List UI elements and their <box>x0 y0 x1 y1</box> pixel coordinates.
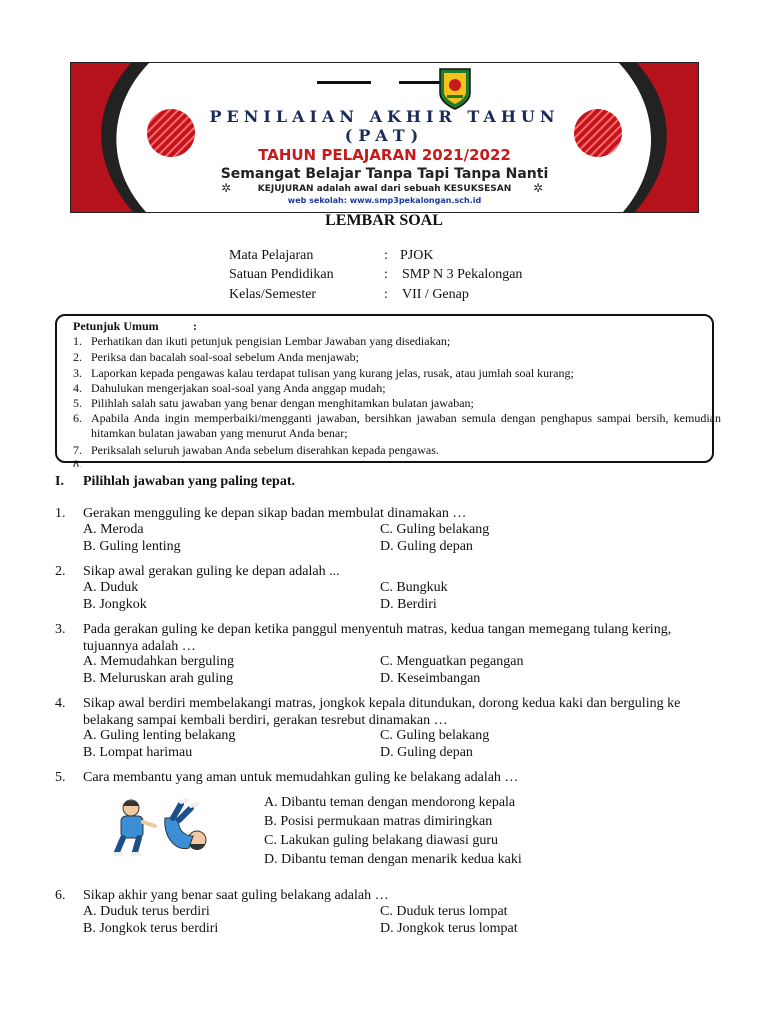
instruction-number: 5. <box>73 396 82 410</box>
instruction-text: Pilihlah salah satu jawaban yang benar dengan menghitamkan bulatan jawaban; <box>91 396 474 410</box>
answer-option: D. Dibantu teman dengan menarik kedua kaki <box>264 852 522 867</box>
answer-option: D. Jongkok terus lompat <box>380 921 518 936</box>
question-number: 6. <box>55 888 66 903</box>
answer-option: C. Guling belakang <box>380 522 490 537</box>
answer-option: C. Menguatkan pegangan <box>380 654 524 669</box>
question-number: 1. <box>55 506 66 521</box>
answer-option: D. Keseimbangan <box>380 671 481 686</box>
meta-label: Mata Pelajaran <box>229 248 314 263</box>
question-number: 3. <box>55 622 66 637</box>
answer-option: B. Meluruskan arah guling <box>83 671 234 686</box>
answer-option: A. Dibantu teman dengan mendorong kepala <box>264 795 516 810</box>
instruction-number: 7. <box>73 443 82 457</box>
meta-colon: : <box>384 248 388 263</box>
instruction-text: Periksa dan bacalah soal-soal sebelum Anda menjawab; <box>91 350 359 364</box>
backward-roll-illustration <box>105 796 215 860</box>
meta-value: SMP N 3 Pekalongan <box>402 267 523 282</box>
question-text: Sikap awal gerakan guling ke depan adalah ... <box>83 564 340 579</box>
instructions-heading <box>73 319 197 334</box>
question-number: 4. <box>55 696 66 711</box>
instruction-number: 6. <box>73 411 82 425</box>
question-text: Sikap akhir yang benar saat guling belakang adalah … <box>83 888 389 903</box>
question-text: Sikap awal berdiri membelakangi matras, jongkok kepala ditundukan, dorong kedua kaki dan berguling ke belakang sampai kembali berdiri, gerakan tesrebut dinamakan … <box>83 696 681 728</box>
instruction-item <box>73 457 721 467</box>
answer-option: C. Duduk terus lompat <box>380 904 508 919</box>
answer-option: A. Duduk <box>83 580 139 595</box>
document-title: LEMBAR SOAL <box>325 212 443 229</box>
banner-subtitle: (PAT) <box>344 126 425 145</box>
instruction-number: 4. <box>73 381 82 395</box>
banner-year: TAHUN PELAJARAN 2021/2022 <box>258 146 511 164</box>
section-number: I. <box>55 474 64 489</box>
answer-option: D. Guling depan <box>380 745 473 760</box>
question-text: Gerakan mengguling ke depan sikap badan membulat dinamakan … <box>83 506 467 521</box>
instruction-number: 3. <box>73 366 82 380</box>
answer-option: A. Guling lenting belakang <box>83 728 236 743</box>
answer-option: D. Berdiri <box>380 597 437 612</box>
instruction-text: Apabila Anda ingin memperbaiki/mengganti jawaban, bersihkan jawaban semula dengan penghapus sampai bersih, kemudian hitamkan bulatan jawaban yang menurut Anda benar; <box>91 411 721 440</box>
answer-option: B. Jongkok terus berdiri <box>83 921 219 936</box>
instructions-heading-colon: : <box>193 319 197 333</box>
sparkle-icon: ✲ <box>221 181 232 195</box>
instruction-text: Perhatikan dan ikuti petunjuk pengisian Lembar Jawaban yang disediakan; <box>91 334 451 348</box>
answer-option: A. Meroda <box>83 522 144 537</box>
meta-label: Kelas/Semester <box>229 287 317 302</box>
question-text: Cara membantu yang aman untuk memudahkan guling ke belakang adalah … <box>83 770 519 785</box>
answer-option: B. Guling lenting <box>83 539 181 554</box>
instruction-number: 8. <box>73 457 82 467</box>
answer-option: D. Guling depan <box>380 539 473 554</box>
banner-motto: Semangat Belajar Tanpa Tapi Tanpa Nanti <box>220 166 549 182</box>
meta-value: VII / Genap <box>402 287 469 302</box>
banner-website: web sekolah: www.smp3pekalongan.sch.id <box>287 196 482 205</box>
answer-option: B. Lompat harimau <box>83 745 193 760</box>
instruction-number: 1. <box>73 334 82 348</box>
answer-option: C. Lakukan guling belakang diawasi guru <box>264 833 499 848</box>
instructions-heading-label: Petunjuk Umum <box>73 319 159 333</box>
meta-colon: : <box>384 267 388 282</box>
instruction-text: Periksalah seluruh jawaban Anda sebelum diserahkan kepada pengawas. <box>91 443 439 457</box>
answer-option: B. Jongkok <box>83 597 147 612</box>
logo-left-rule <box>317 81 371 84</box>
answer-option: C. Bungkuk <box>380 580 448 595</box>
school-emblem-icon <box>437 67 473 111</box>
answer-option: A. Memudahkan berguling <box>83 654 234 669</box>
instruction-text: Dahulukan mengerjakan soal-soal yang Anda anggap mudah; <box>91 381 386 395</box>
question-text: Pada gerakan guling ke depan ketika panggul menyentuh matras, kedua tangan memegang tulang kering, tujuannya adalah … <box>83 622 672 654</box>
instruction-text: Laporkan kepada pengawas kalau terdapat tulisan yang kurang jelas, rusak, atau jumlah soal kurang; <box>91 366 574 380</box>
meta-label: Satuan Pendidikan <box>229 267 334 282</box>
sparkle-icon: ✲ <box>533 181 544 195</box>
answer-option: B. Posisi permukaan matras dimiringkan <box>264 814 493 829</box>
answer-option: A. Duduk terus berdiri <box>83 904 210 919</box>
meta-colon: : <box>384 287 388 302</box>
header-banner <box>70 62 699 213</box>
question-number: 5. <box>55 770 66 785</box>
banner-tagline: KEJUJURAN adalah awal dari sebuah KESUKSESAN <box>257 184 512 194</box>
instruction-number: 2. <box>73 350 82 364</box>
meta-value: PJOK <box>400 248 434 263</box>
section-title: Pilihlah jawaban yang paling tepat. <box>83 474 295 489</box>
answer-option: C. Guling belakang <box>380 728 490 743</box>
question-number: 2. <box>55 564 66 579</box>
banner-title: PENILAIAN AKHIR TAHUN <box>209 107 560 126</box>
